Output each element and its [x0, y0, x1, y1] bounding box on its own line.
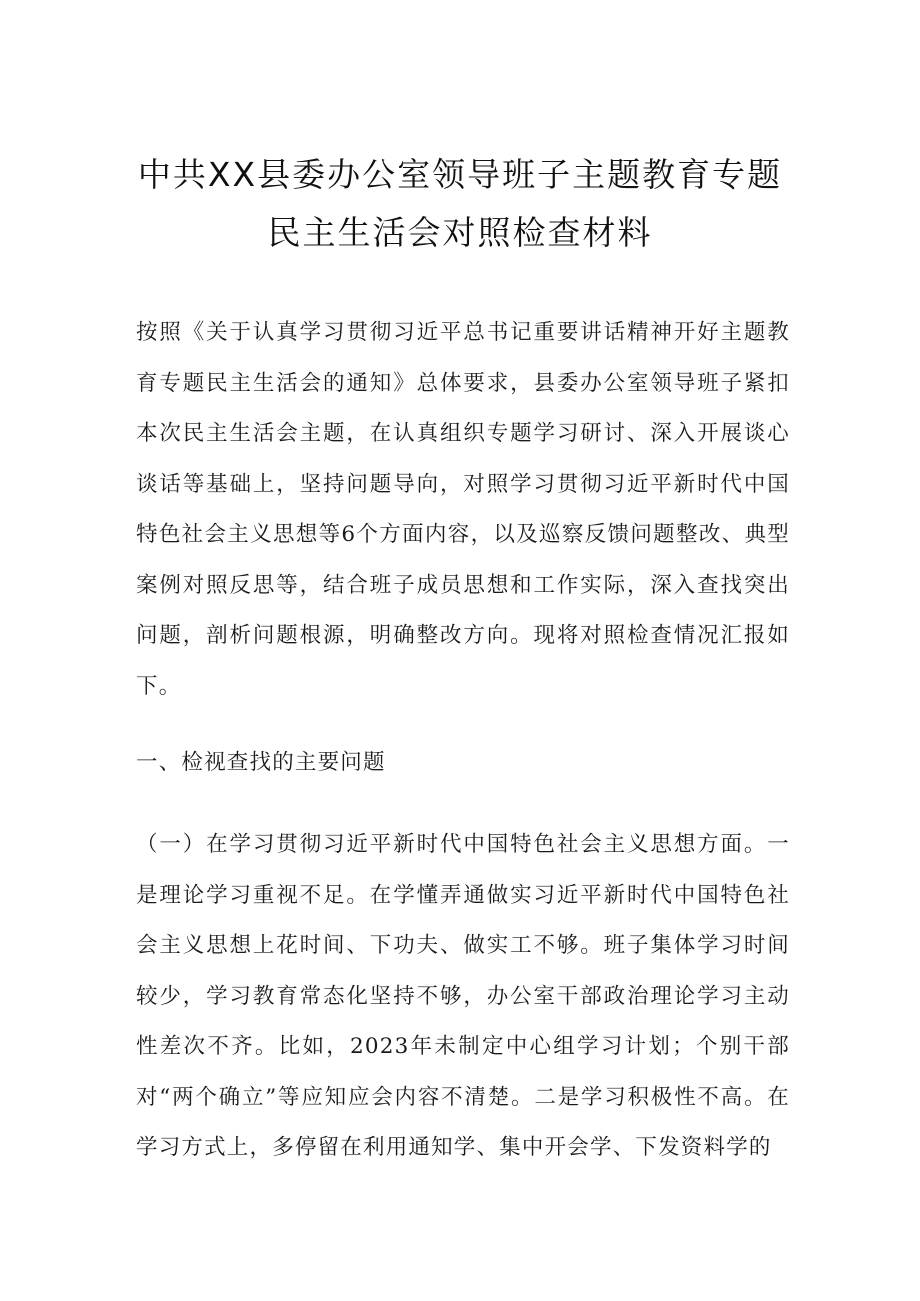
title-line-1: 中共XX县委办公室领导班子主题教育专题: [137, 155, 783, 195]
document-title: [100, 146, 820, 262]
section-paragraph: （一）在学习贯彻习近平新时代中国特色社会主义思想方面。一是理论学习重视不足。在学懂弄通做实习近平新时代中国特色社会主义思想上花时间、下功夫、做实工不够。班子集体学习时间较少，学习教育常态化坚持不够，办公室干部政治理论学习主动性差次不齐。比如，2023年未制定中心组学习计划；个别干部对“两个确立”等应知应会内容不清楚。二是学习积极性不高。在学习方式上，多停留在利用通知学、集中开会学、下发资料学的: [136, 832, 790, 1160]
section-heading: 一、检视查找的主要问题: [136, 750, 386, 775]
title-line-2: 民主生活会对照检查材料: [267, 213, 653, 253]
intro-paragraph: 按照《关于认真学习贯彻习近平总书记重要讲话精神开好主题教育专题民主生活会的通知》总体要求，县委办公室领导班子紧扣本次民主生活会主题，在认真组织专题学习研讨、深入开展谈心谈话等基础上，坚持问题导向，对照学习贯彻习近平新时代中国特色社会主义思想等6个方面内容，以及巡察反馈问题整改、典型案例对照反思等，结合班子成员思想和工作实际，深入查找突出问题，剖析问题根源，明确整改方向。现将对照检查情况汇报如下。: [136, 320, 790, 699]
